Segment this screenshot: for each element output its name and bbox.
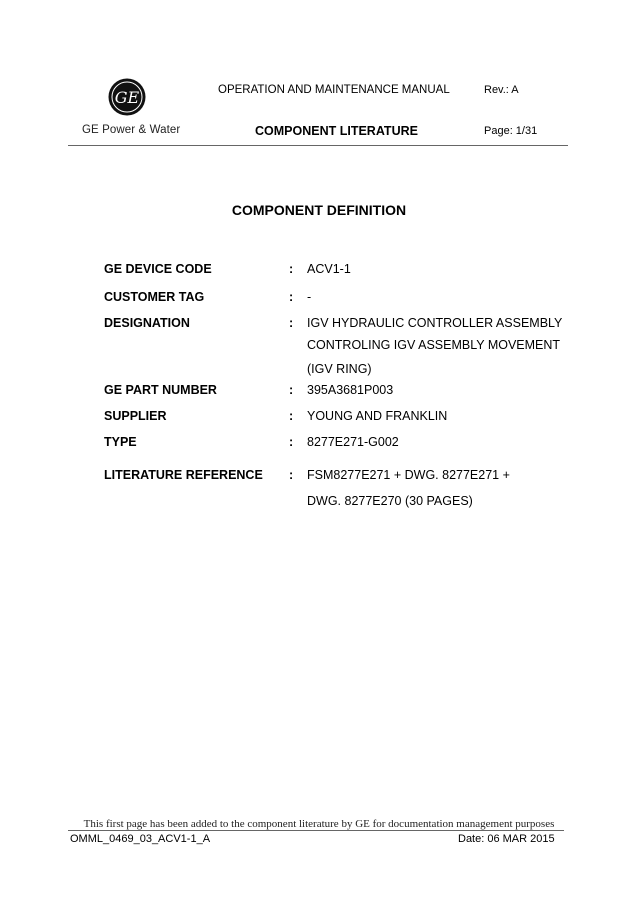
document-date: Date: 06 MAR 2015: [458, 833, 555, 845]
field-colon: :: [289, 435, 294, 449]
document-code: OMML_0469_03_ACV1-1_A: [70, 833, 211, 845]
field-label-part-number: GE PART NUMBER: [104, 383, 217, 397]
footer-note: This first page has been added to the component literature by GE for documentation management purposes: [83, 818, 555, 830]
page-title: COMPONENT DEFINITION: [231, 202, 407, 218]
field-value-designation-line-3: (IGV RING): [307, 362, 372, 376]
field-value-designation-line-2: CONTROLING IGV ASSEMBLY MOVEMENT: [307, 338, 561, 352]
field-value-type: 8277E271-G002: [307, 435, 399, 449]
ge-monogram-icon: [108, 78, 146, 116]
field-label-designation: DESIGNATION: [104, 316, 190, 330]
field-value-device-code: ACV1-1: [307, 262, 351, 276]
field-value-literature-reference-line-1: FSM8277E271 + DWG. 8277E271 +: [307, 468, 510, 482]
field-colon: :: [289, 468, 294, 482]
field-colon: :: [289, 409, 294, 423]
field-label-supplier: SUPPLIER: [104, 409, 167, 423]
field-value-literature-reference-line-2: DWG. 8277E270 (30 PAGES): [307, 494, 473, 508]
page-number: Page: 1/31: [484, 125, 538, 137]
field-colon: :: [289, 383, 294, 397]
field-label-type: TYPE: [104, 435, 137, 449]
header-divider: [68, 145, 568, 146]
field-label-customer-tag: CUSTOMER TAG: [104, 290, 205, 304]
field-value-part-number: 395A3681P003: [307, 383, 394, 397]
section-title: COMPONENT LITERATURE: [255, 124, 418, 138]
footer-divider: [68, 830, 564, 831]
field-value-supplier: YOUNG AND FRANKLIN: [307, 409, 448, 423]
field-colon: :: [289, 316, 294, 330]
company-name: GE Power & Water: [82, 124, 181, 136]
svg-text:GE: GE: [114, 88, 140, 107]
field-label-device-code: GE DEVICE CODE: [104, 262, 212, 276]
field-colon: :: [289, 290, 294, 304]
manual-title: OPERATION AND MAINTENANCE MANUAL: [218, 84, 450, 96]
field-value-customer-tag: -: [307, 290, 312, 304]
field-colon: :: [289, 262, 294, 276]
revision-label: Rev.: A: [484, 84, 519, 96]
field-label-literature-reference: LITERATURE REFERENCE: [104, 468, 263, 482]
field-value-designation-line-1: IGV HYDRAULIC CONTROLLER ASSEMBLY: [307, 316, 563, 330]
